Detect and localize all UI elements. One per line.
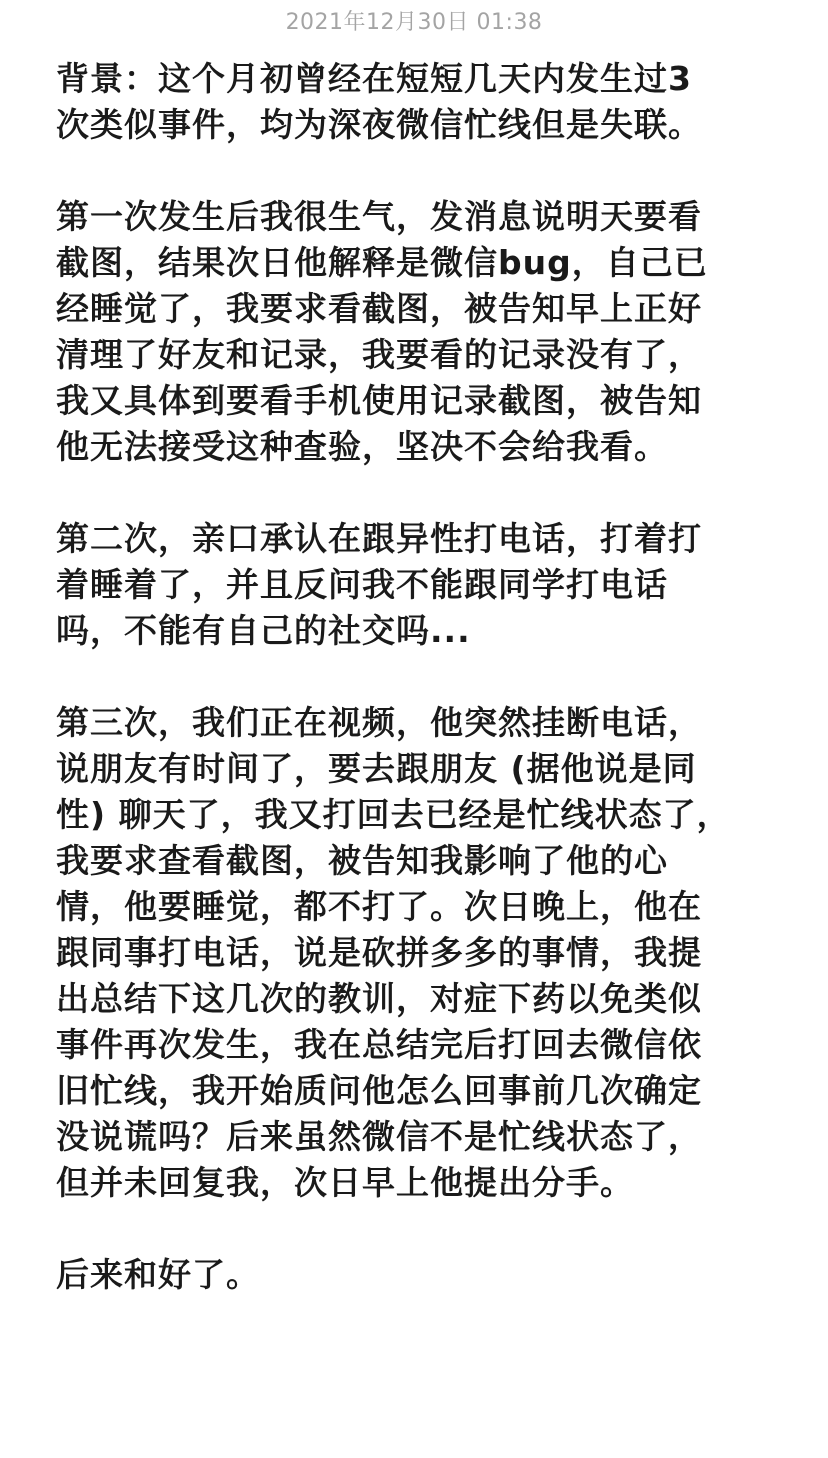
text-line: 我要求查看截图，被告知我影响了他的心 bbox=[56, 841, 668, 880]
paragraph-second-incident bbox=[56, 516, 756, 654]
paragraph-conclusion bbox=[56, 1252, 756, 1298]
paragraph-gap bbox=[56, 148, 756, 194]
text-line: 他无法接受这种查验，坚决不会给我看。 bbox=[56, 427, 668, 466]
text-line: 性) 聊天了，我又打回去已经是忙线状态了， bbox=[56, 795, 731, 834]
text-line: 后来和好了。 bbox=[56, 1255, 260, 1294]
text-line: 清理了好友和记录，我要看的记录没有了， bbox=[56, 335, 702, 374]
paragraph-gap bbox=[56, 1206, 756, 1252]
text-line: 经睡觉了，我要求看截图，被告知早上正好 bbox=[56, 289, 702, 328]
text-line: 事件再次发生，我在总结完后打回去微信依 bbox=[56, 1025, 702, 1064]
text-line: 旧忙线，我开始质问他怎么回事前几次确定 bbox=[56, 1071, 702, 1110]
text-line: 第二次，亲口承认在跟异性打电话，打着打 bbox=[56, 519, 702, 558]
text-line: 出总结下这几次的教训，对症下药以免类似 bbox=[56, 979, 702, 1018]
text-line: 没说谎吗？后来虽然微信不是忙线状态了， bbox=[56, 1117, 702, 1156]
text-line: 吗，不能有自己的社交吗... bbox=[56, 611, 471, 650]
text-line: 但并未回复我，次日早上他提出分手。 bbox=[56, 1163, 634, 1202]
text-line: 着睡着了，并且反问我不能跟同学打电话 bbox=[56, 565, 668, 604]
text-line: 次类似事件，均为深夜微信忙线但是失联。 bbox=[56, 105, 702, 144]
paragraph-third-incident bbox=[56, 700, 756, 1206]
text-line: 跟同事打电话，说是砍拼多多的事情，我提 bbox=[56, 933, 702, 972]
text-line: 背景：这个月初曾经在短短几天内发生过3 bbox=[56, 59, 692, 98]
paragraph-gap bbox=[56, 654, 756, 700]
note-body[interactable] bbox=[56, 56, 756, 1298]
paragraph-first-incident bbox=[56, 194, 756, 470]
text-line: 第三次，我们正在视频，他突然挂断电话， bbox=[56, 703, 702, 742]
note-timestamp: 2021年12月30日 01:38 bbox=[285, 10, 543, 35]
text-line: 截图，结果次日他解释是微信bug，自己已 bbox=[56, 243, 708, 282]
paragraph-gap bbox=[56, 470, 756, 516]
paragraph-background bbox=[56, 56, 756, 148]
text-line: 说朋友有时间了，要去跟朋友 (据他说是同 bbox=[56, 749, 697, 788]
text-line: 第一次发生后我很生气，发消息说明天要看 bbox=[56, 197, 702, 236]
text-line: 我又具体到要看手机使用记录截图，被告知 bbox=[56, 381, 702, 420]
text-line: 情，他要睡觉，都不打了。次日晚上，他在 bbox=[56, 887, 702, 926]
